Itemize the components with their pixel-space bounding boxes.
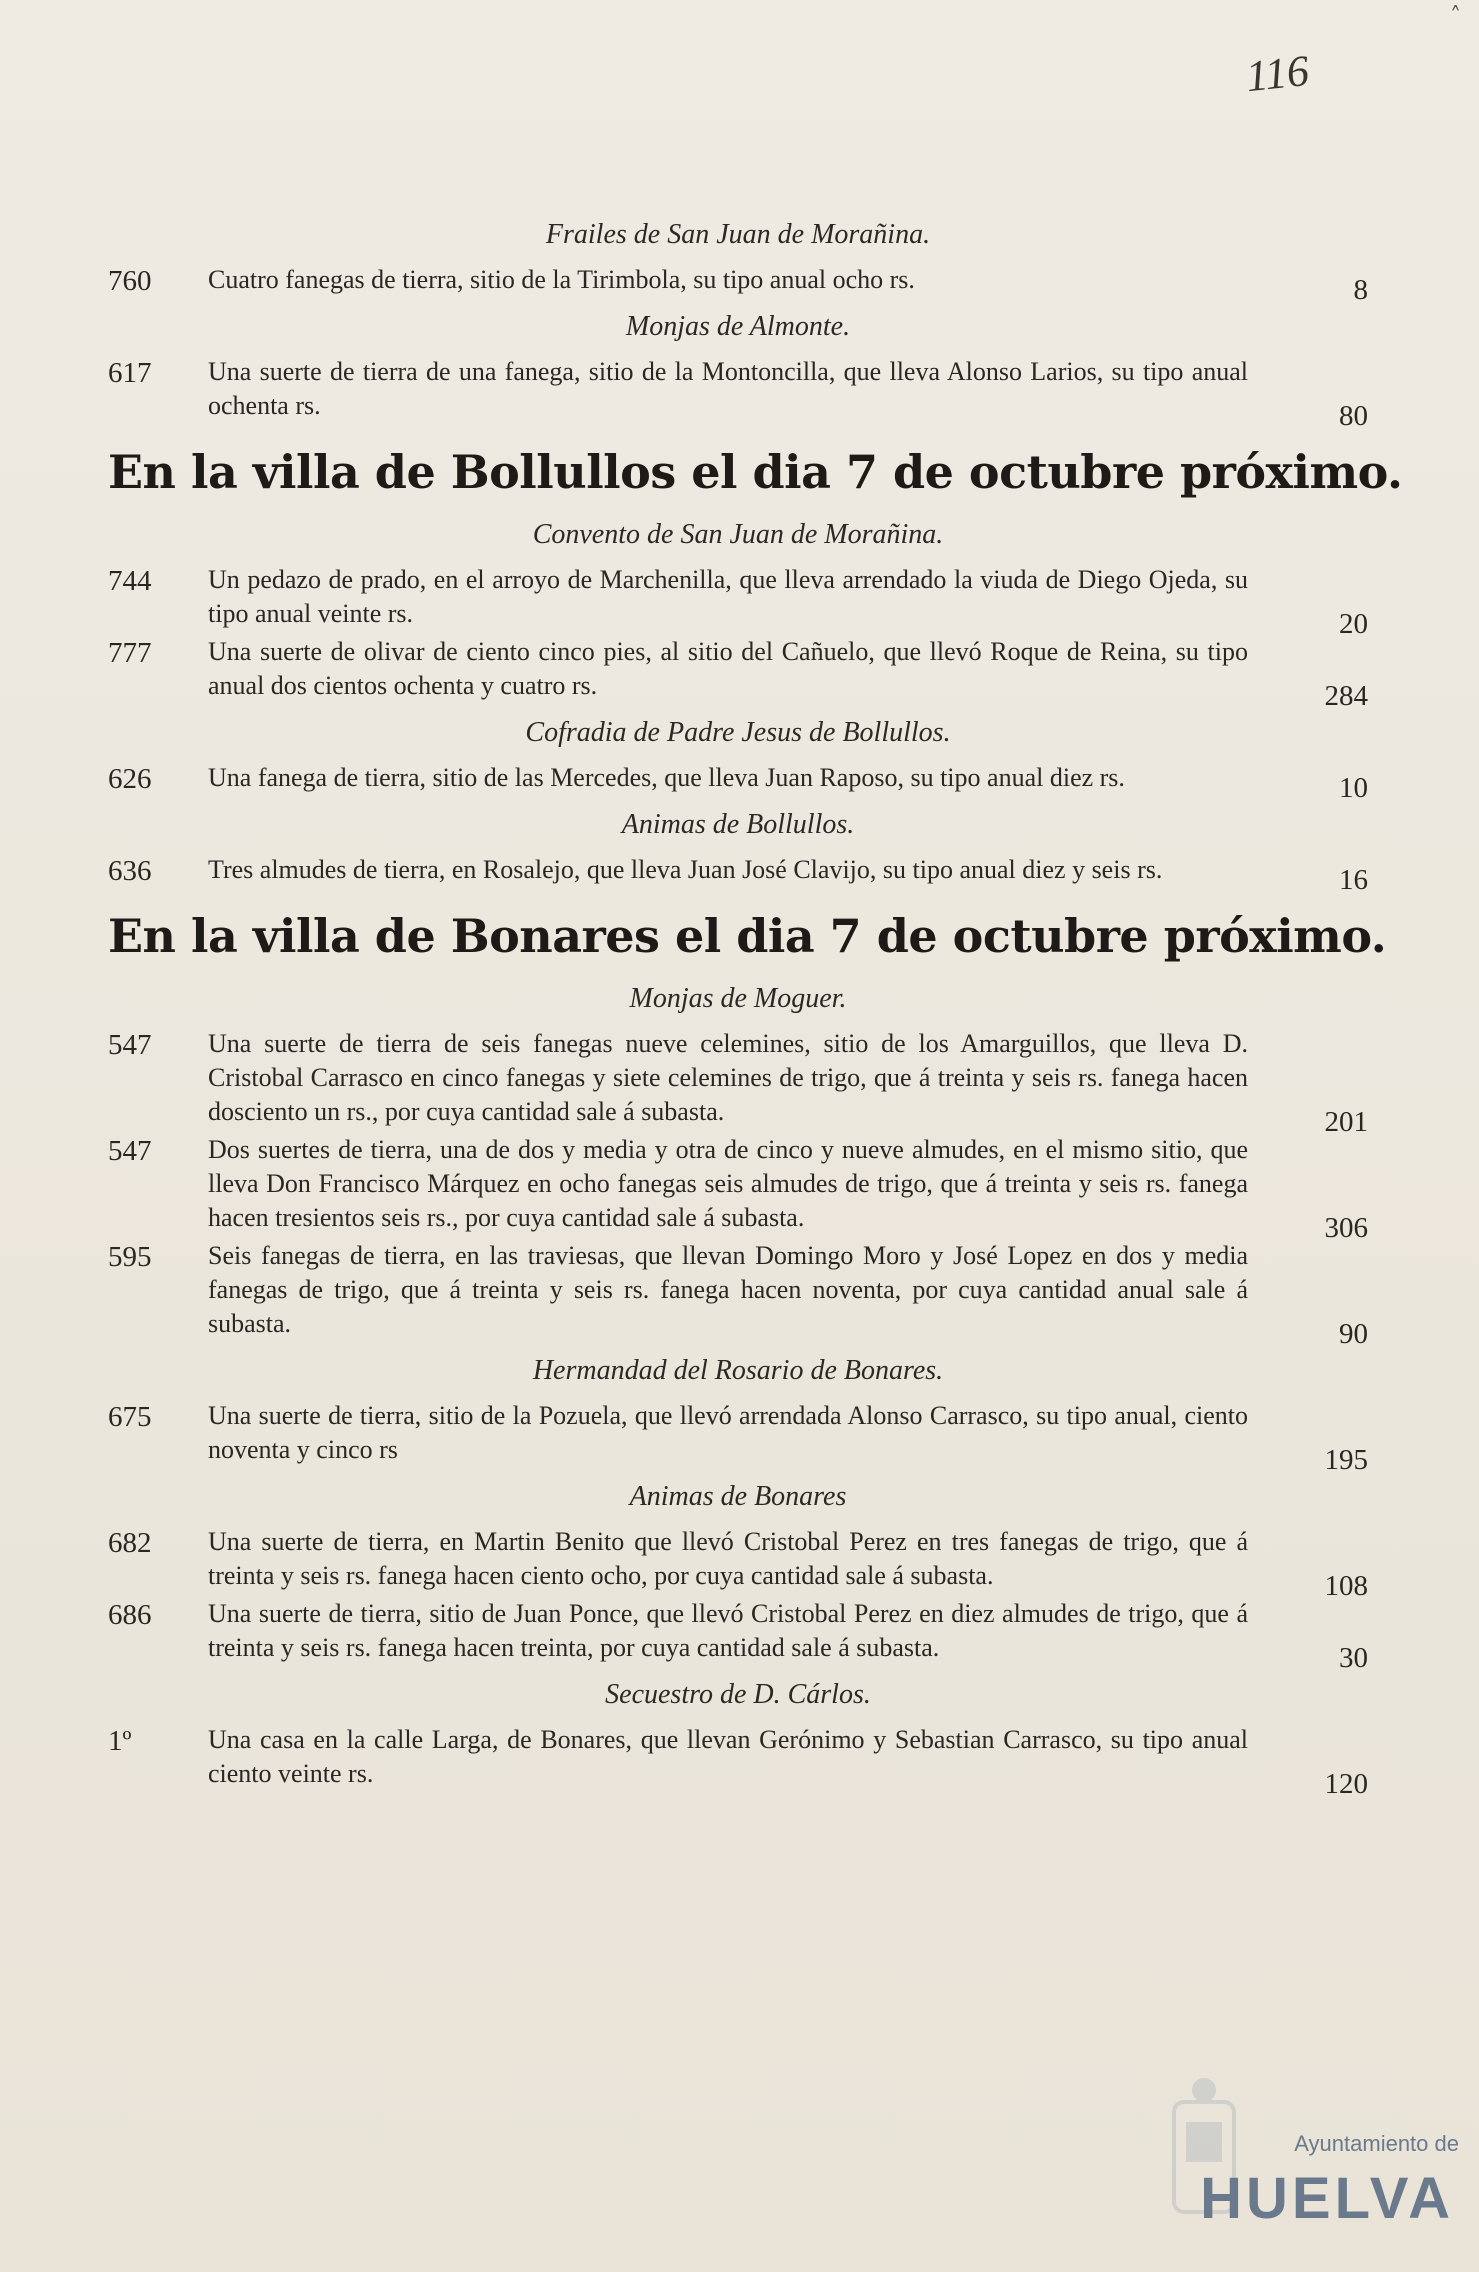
entry-amount: 8 xyxy=(1353,274,1368,306)
entry-text: Una fanega de tierra, sitio de las Mercedes, que lleva Juan Raposo, su tipo anual diez rs. xyxy=(208,763,1125,792)
entry-number: 1º xyxy=(108,1725,132,1757)
entry-amount: 30 xyxy=(1339,1642,1368,1674)
entry-amount: 108 xyxy=(1324,1570,1368,1602)
entry-row xyxy=(108,263,1368,306)
group-heading: Monjas de Almonte. xyxy=(625,311,851,342)
entry-row xyxy=(108,1723,1368,1800)
entry-number: 682 xyxy=(108,1527,152,1559)
entry-text: Una suerte de tierra de una fanega, sitio de la Montoncilla, que lleva Alonso Larios, su tipo anual ochenta rs. xyxy=(208,357,1248,420)
entry-text: Una suerte de tierra de seis fanegas nueve celemines, sitio de los Amarguillos, que lleva D. Cristobal Carrasco en cinco fanegas y siete celemines de trigo, que á treinta y seis rs. fanega hacen dosciento un rs., por cuya cantidad sale á subasta. xyxy=(208,1029,1248,1126)
entry-amount: 195 xyxy=(1324,1444,1368,1476)
group-heading: Hermandad del Rosario de Bonares. xyxy=(532,1355,944,1386)
group-heading: Convento de San Juan de Morañina. xyxy=(532,519,944,550)
entry-text: Tres almudes de tierra, en Rosalejo, que lleva Juan José Clavijo, su tipo anual diez y seis rs. xyxy=(208,855,1163,884)
folio-number: 116 xyxy=(1243,45,1312,102)
group-heading: Monjas de Moguer. xyxy=(629,983,847,1014)
group-heading: Frailes de San Juan de Morañina. xyxy=(545,219,931,250)
entry-text: Una suerte de olivar de ciento cinco pies, al sitio del Cañuelo, que llevó Roque de Reina, su tipo anual dos cientos ochenta y cuatro rs. xyxy=(208,637,1248,700)
entry-text: Seis fanegas de tierra, en las traviesas, que llevan Domingo Moro y José Lopez en dos y media fanegas de trigo, que á treinta y seis rs. fanega hacen noventa, por cuya cantidad anual sale á subasta. xyxy=(208,1241,1248,1338)
entry-number: 636 xyxy=(108,855,152,887)
section-title: En la villa de Bollullos el dia 7 de octubre próximo. xyxy=(108,445,1403,499)
entry-row xyxy=(108,1027,1368,1138)
group-heading: Secuestro de D. Cárlos. xyxy=(605,1679,871,1710)
group-heading: Animas de Bollullos. xyxy=(621,809,855,840)
entry-row xyxy=(108,563,1368,640)
entry-row xyxy=(108,1597,1368,1674)
entry-text: Una casa en la calle Larga, de Bonares, que llevan Gerónimo y Sebastian Carrasco, su tipo anual ciento veinte rs. xyxy=(208,1725,1248,1788)
section-title: En la villa de Bonares el dia 7 de octubre próximo. xyxy=(108,909,1387,963)
entry-number: 744 xyxy=(108,565,152,597)
entry-text: Dos suertes de tierra, una de dos y media y otra de cinco y nueve almudes, en el mismo sitio, que lleva Don Francisco Márquez en ocho fanegas seis almudes de trigo, que á treinta y seis rs. fanega hacen tresientos seis rs., por cuya cantidad sale á subasta. xyxy=(208,1135,1248,1232)
entry-text: Cuatro fanegas de tierra, sitio de la Tirimbola, su tipo anual ocho rs. xyxy=(208,265,915,294)
entry-row xyxy=(108,1399,1368,1476)
entry-amount: 80 xyxy=(1339,400,1368,432)
watermark-line2: HUELVA xyxy=(1200,2166,1454,2231)
entry-number: 547 xyxy=(108,1135,152,1167)
entry-number: 547 xyxy=(108,1029,152,1061)
entry-number: 777 xyxy=(108,637,152,669)
group-heading: Cofradia de Padre Jesus de Bollullos. xyxy=(525,717,951,748)
entry-row xyxy=(108,853,1368,896)
entry-text: Una suerte de tierra, en Martin Benito que llevó Cristobal Perez en tres fanegas de trigo, que á treinta y seis rs. fanega hacen ciento ocho, por cuya cantidad sale á subasta. xyxy=(208,1527,1248,1590)
entry-number: 675 xyxy=(108,1401,152,1433)
entry-row xyxy=(108,635,1368,712)
entry-row xyxy=(108,1525,1368,1602)
entry-amount: 284 xyxy=(1324,680,1368,712)
entry-number: 617 xyxy=(108,357,152,389)
entry-row xyxy=(108,355,1368,432)
entry-amount: 10 xyxy=(1339,772,1368,804)
entry-number: 626 xyxy=(108,763,152,795)
document-body xyxy=(108,205,1403,1800)
entry-number: 686 xyxy=(108,1599,152,1631)
entry-text: Un pedazo de prado, en el arroyo de Marchenilla, que lleva arrendado la viuda de Diego Ojeda, su tipo anual veinte rs. xyxy=(208,565,1248,628)
corner-mark: ˄ xyxy=(1450,4,1461,29)
entry-text: Una suerte de tierra, sitio de Juan Ponce, que llevó Cristobal Perez en diez almudes de trigo, que á treinta y seis rs. fanega hacen treinta, por cuya cantidad sale á subasta. xyxy=(208,1599,1248,1662)
entry-row xyxy=(108,761,1368,804)
entry-amount: 20 xyxy=(1339,608,1368,640)
entry-row xyxy=(108,1133,1368,1244)
entry-amount: 16 xyxy=(1339,864,1368,896)
entry-amount: 201 xyxy=(1324,1106,1368,1138)
entry-amount: 90 xyxy=(1339,1318,1368,1350)
watermark-line1: Ayuntamiento de xyxy=(1294,2131,1459,2156)
entry-text: Una suerte de tierra, sitio de la Pozuela, que llevó arrendada Alonso Carrasco, su tipo anual, ciento noventa y cinco rs xyxy=(208,1401,1248,1464)
entry-row xyxy=(108,1239,1368,1350)
entry-amount: 306 xyxy=(1324,1212,1368,1244)
entry-amount: 120 xyxy=(1324,1768,1368,1800)
entry-number: 595 xyxy=(108,1241,152,1273)
group-heading: Animas de Bonares xyxy=(629,1481,847,1512)
entry-number: 760 xyxy=(108,265,152,297)
